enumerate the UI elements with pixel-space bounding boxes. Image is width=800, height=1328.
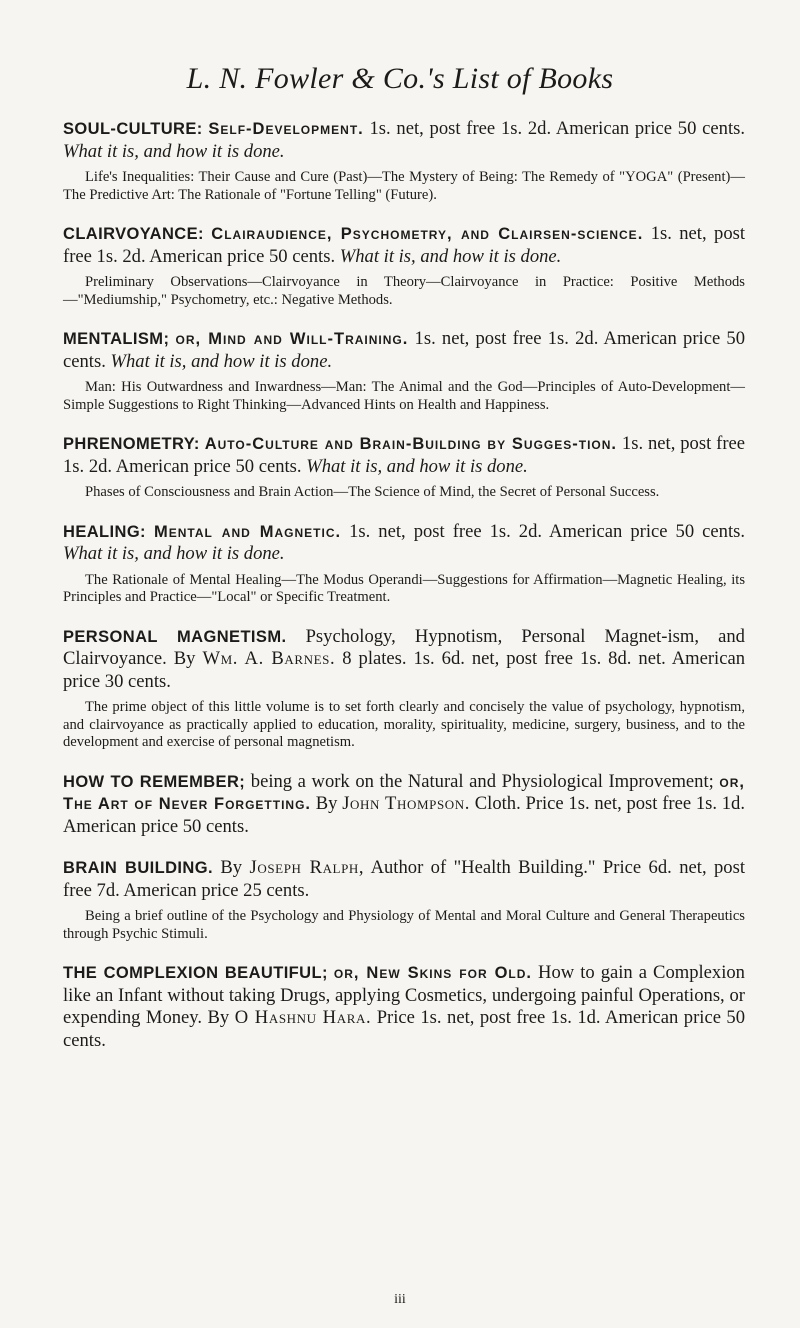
book-entry-phrenometry [63,433,745,502]
book-description: Life's Inequalities: Their Cause and Cure (Past)—The Mystery of Being: The Remedy of "YOGA" (Present)—The Predictive Art: The Rationale of "Fortune Telling" (Future). [63,169,745,203]
book-by: By [315,793,338,814]
book-title: THE COMPLEXION BEAUTIFUL; [63,964,328,982]
book-description: The prime object of this little volume is to set forth clearly and concisely the value of psychology, hypnotism, and clairvoyance as practically applied to education, morality, spirituality, medicine, surgery, business, and to the development and exercise of personal magnetism. [63,699,745,750]
book-title: HEALING: [63,522,146,541]
book-title: PHRENOMETRY: [63,435,200,453]
book-tagline: What it is, and how it is done. [63,140,285,162]
book-title: MENTALISM; [63,330,170,348]
book-subtitle: Auto-Culture and Brain-Building by Sugges-tion. [204,435,617,453]
book-tagline: What it is, and how it is done. [110,350,333,372]
book-text: Psychology, Hypnotism, Personal Magnet-ism, and Clairvoyance. By [63,625,745,669]
book-text: How to gain a Complexion like an Infant without taking Drugs, applying Cosmetics, undergoing painful Operations, or expending Money. By [63,962,745,1028]
book-entry-brain-building [63,857,745,943]
book-entry-how-to-remember [63,771,745,839]
book-by: By [220,857,243,878]
book-title: PERSONAL MAGNETISM. [63,627,287,646]
book-details: Author of "Health Building." Price 6d. net, post free 7d. American price 25 cents. [63,857,746,901]
book-details: 1s. net, post free 1s. 2d. American price 50 cents. [63,223,746,267]
book-list [63,118,745,1071]
book-subtitle: Mental and Magnetic. [153,522,342,541]
book-description: Preliminary Observations—Clairvoyance in Theory—Clairvoyance in Practice: Positive Methods—"Mediumship," Psychometry, etc.: Negative Methods. [63,274,745,308]
page-number: iii [394,1292,406,1307]
book-subtitle: Self-Development. [208,120,364,138]
book-details: 1s. net, post free 1s. 2d. American price 50 cents. [369,118,746,139]
book-entry-complexion-beautiful [63,962,745,1052]
book-details: Cloth. Price 1s. net, post free 1s. 1d. American price 50 cents. [63,793,745,837]
book-details: 1s. net, post free 1s. 2d. American price 50 cents. [349,520,746,542]
book-text: being a work on the Natural and Physiological Improvement; [250,770,714,792]
book-author: O Hashnu Hara. [234,1007,372,1028]
book-description: Phases of Consciousness and Brain Action—The Science of Mind, the Secret of Personal Success. [85,484,660,500]
running-head: L. N. Fowler & Co.'s List of Books [186,62,614,95]
book-author: John Thompson. [342,793,471,814]
book-title: BRAIN BUILDING. [63,859,213,877]
book-description: Being a brief outline of the Psychology and Physiology of Mental and Moral Culture and General Therapeutics through Psychic Stimuli. [63,908,745,942]
book-tagline: What it is, and how it is done. [339,245,562,267]
book-subtitle: or, The Art of Never Forgetting. [63,772,745,813]
book-entry-mentalism [63,328,745,414]
book-details: 1s. net, post free 1s. 2d. American price 50 cents. [63,433,746,477]
book-title: HOW TO REMEMBER; [63,772,246,791]
book-entry-soul-culture [63,118,745,204]
book-title: SOUL-CULTURE: [63,120,203,138]
book-tagline: What it is, and how it is done. [306,455,528,477]
book-author: Joseph Ralph, [249,857,365,878]
book-entry-healing [63,521,745,607]
book-entry-personal-magnetism [63,626,745,752]
book-subtitle: or, Mind and Will-Training. [175,330,409,348]
book-author: Wm. A. Barnes. [202,648,336,669]
book-subtitle: or, New Skins for Old. [333,964,532,982]
book-details: 1s. net, post free 1s. 2d. American price 50 cents. [63,328,745,372]
book-details: 8 plates. 1s. 6d. net, post free 1s. 8d. net. American price 30 cents. [63,648,746,692]
book-details: Price 1s. net, post free 1s. 1d. American price 50 cents. [63,1007,746,1051]
book-description: Man: His Outwardness and Inwardness—Man: The Animal and the God—Principles of Auto-Development—Simple Suggestions to Right Thinking—Advanced Hints on Health and Happiness. [63,379,745,413]
book-tagline: What it is, and how it is done. [63,543,285,564]
book-description: The Rationale of Mental Healing—The Modus Operandi—Suggestions for Affirmation—Magnetic Healing, its Principles and Practice—"Local" or Specific Treatment. [63,571,745,605]
book-entry-clairvoyance [63,223,745,309]
book-title: CLAIRVOYANCE: [63,225,204,243]
book-subtitle: Clairaudience, Psychometry, and Clairsen-science. [211,225,644,243]
